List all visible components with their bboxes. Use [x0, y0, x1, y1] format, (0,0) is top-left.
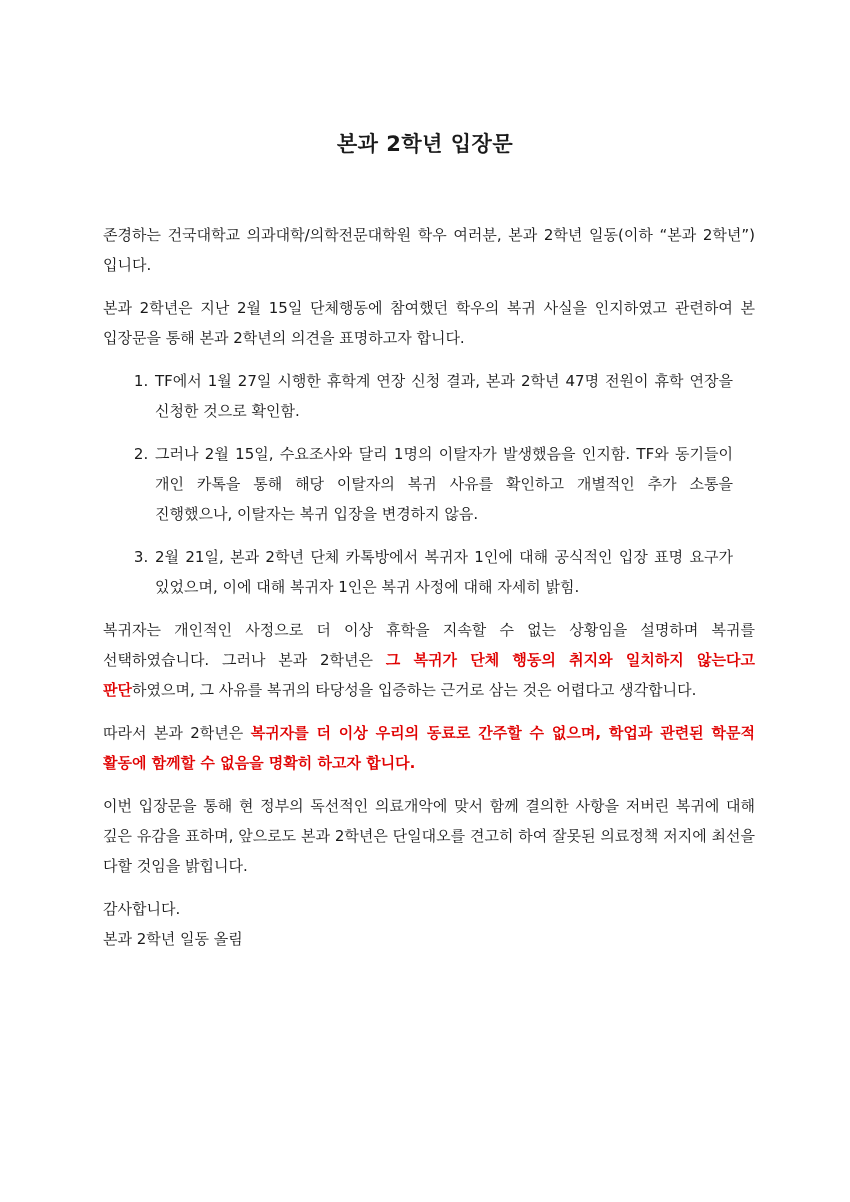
list-item: 2. 그러나 2월 15일, 수요조사와 달리 1명의 이탈자가 발생했음을 인지함. TF와 동기들이 개인 카톡을 통해 해당 이탈자의 복귀 사유를 확인하고 개별적인 추가 소통을 진행했으나, 이탈자는 복귀 입장을 변경하지 않음.	[153, 439, 733, 529]
purpose-paragraph: 본과 2학년은 지난 2월 15일 단체행동에 참여했던 학우의 복귀 사실을 인지하였고 관련하여 본 입장문을 통해 본과 2학년의 의견을 표명하고자 합니다.	[103, 299, 755, 347]
signature-line: 본과 2학년 일동 올림	[103, 930, 243, 948]
document-body	[103, 220, 755, 954]
list-item: 3. 2월 21일, 본과 2학년 단체 카톡방에서 복귀자 1인에 대해 공식적인 입장 표명 요구가 있었으며, 이에 대해 복귀자 1인은 복귀 사정에 대해 자세히 밝힘.	[153, 542, 733, 602]
conclusion-highlight: 복귀자를 더 이상 우리의 동료로 간주할 수 없으며, 학업과 관련된 학문적 활동에 함께할 수 없음을 명확히 하고자 합니다.	[103, 724, 755, 772]
judgement-text-before: 복귀자는 개인적인 사정으로 더 이상 휴학을 지속할 수 없는 상황임을 설명하며 복귀를 선택하였습니다. 그러나 본과 2학년은	[103, 621, 755, 669]
thanks-line: 감사합니다.	[103, 900, 181, 918]
numbered-list	[103, 366, 733, 602]
judgement-highlight: 그 복귀가 단체 행동의 취지와 일치하지 않는다고 판단	[103, 651, 755, 699]
judgement-paragraph	[103, 615, 755, 705]
regret-paragraph: 이번 입장문을 통해 현 정부의 독선적인 의료개악에 맞서 함께 결의한 사항을 저버린 복귀에 대해 깊은 유감을 표하며, 앞으로도 본과 2학년은 단일대오를 견고히 하여 잘못된 의료정책 저지에 최선을 다할 것임을 밝힙니다.	[103, 797, 755, 875]
document-title: 본과 2학년 입장문	[336, 132, 514, 156]
intro-paragraph: 존경하는 건국대학교 의과대학/의학전문대학원 학우 여러분, 본과 2학년 일동(이하 “본과 2학년”)입니다.	[103, 226, 755, 274]
list-item: 1. TF에서 1월 27일 시행한 휴학계 연장 신청 결과, 본과 2학년 47명 전원이 휴학 연장을 신청한 것으로 확인함.	[153, 366, 733, 426]
conclusion-paragraph	[103, 718, 755, 778]
conclusion-text-before: 따라서 본과 2학년은	[103, 724, 251, 742]
judgement-text-after: 하였으며, 그 사유를 복귀의 타당성을 입증하는 근거로 삼는 것은 어렵다고 생각합니다.	[131, 681, 697, 699]
